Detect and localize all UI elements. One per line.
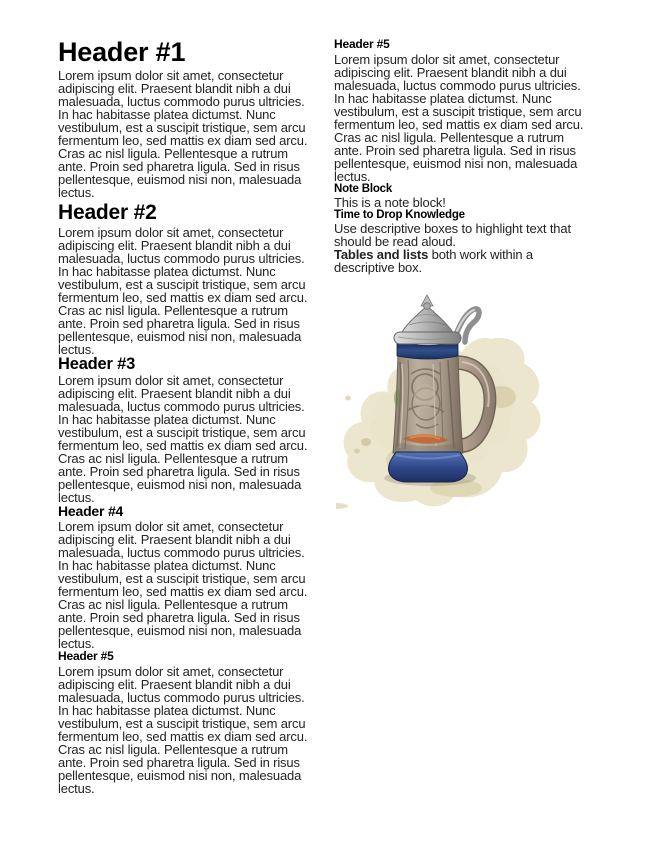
header-4: Header #4 bbox=[58, 503, 124, 519]
header-5-left: Header #5 bbox=[58, 649, 114, 663]
left-column bbox=[58, 38, 312, 795]
note-block-text: This is a note block! bbox=[334, 195, 446, 210]
knowledge-bold-lead: Tables and lists bbox=[334, 247, 429, 262]
body-paragraph-6: Lorem ipsum dolor sit amet, consectetur adipiscing elit. Praesent blandit nibh a dui malesuada, luctus commodo purus ultricies. In hac habitasse platea dictumst. Nunc vestibulum, est a suscipit tristique, sem arcu fermentum leo, sed mattis ex diam sed arcu. Cras ac nisl ligula. Pellentesque a rutrum ante. Proin sed pharetra ligula. Sed in risus pellentesque, euismod nisi non, malesuada lectus. bbox=[334, 52, 584, 184]
stein-finial bbox=[421, 295, 433, 309]
body-paragraph-1: Lorem ipsum dolor sit amet, consectetur adipiscing elit. Praesent blandit nibh a dui malesuada, luctus commodo purus ultricies. In hac habitasse platea dictumst. Nunc vestibulum, est a suscipit tristique, sem arcu fermentum leo, sed mattis ex diam sed arcu. Cras ac nisl ligula. Pellentesque a rutrum ante. Proin sed pharetra ligula. Sed in risus pellentesque, euismod nisi non, malesuada lectus. bbox=[58, 68, 308, 200]
header-3: Header #3 bbox=[58, 355, 136, 373]
header-2: Header #2 bbox=[58, 201, 157, 224]
beer-stein-illustration bbox=[336, 292, 566, 514]
header-1: Header #1 bbox=[58, 37, 186, 67]
green-accent bbox=[394, 389, 402, 407]
stein-base bbox=[388, 452, 467, 482]
body-paragraph-3: Lorem ipsum dolor sit amet, consectetur adipiscing elit. Praesent blandit nibh a dui malesuada, luctus commodo purus ultricies. In hac habitasse platea dictumst. Nunc vestibulum, est a suscipit tristique, sem arcu fermentum leo, sed mattis ex diam sed arcu. Cras ac nisl ligula. Pellentesque a rutrum ante. Proin sed pharetra ligula. Sed in risus pellentesque, euismod nisi non, malesuada lectus. bbox=[58, 373, 308, 505]
knowledge-emphasis-line bbox=[334, 248, 588, 274]
stein-top-band bbox=[397, 342, 458, 359]
stein-body bbox=[393, 354, 463, 453]
body-paragraph-2: Lorem ipsum dolor sit amet, consectetur adipiscing elit. Praesent blandit nibh a dui malesuada, luctus commodo purus ultricies. In hac habitasse platea dictumst. Nunc vestibulum, est a suscipit tristique, sem arcu fermentum leo, sed mattis ex diam sed arcu. Cras ac nisl ligula. Pellentesque a rutrum ante. Proin sed pharetra ligula. Sed in risus pellentesque, euismod nisi non, malesuada lectus. bbox=[58, 225, 308, 357]
knowledge-emphasis-rest: both work within a descriptive box. bbox=[334, 247, 533, 275]
right-column bbox=[334, 38, 588, 274]
header-5-right: Header #5 bbox=[334, 37, 390, 51]
stein-lid bbox=[394, 295, 461, 344]
knowledge-heading: Time to Drop Knowledge bbox=[334, 209, 465, 221]
body-paragraph-4: Lorem ipsum dolor sit amet, consectetur adipiscing elit. Praesent blandit nibh a dui malesuada, luctus commodo purus ultricies. In hac habitasse platea dictumst. Nunc vestibulum, est a suscipit tristique, sem arcu fermentum leo, sed mattis ex diam sed arcu. Cras ac nisl ligula. Pellentesque a rutrum ante. Proin sed pharetra ligula. Sed in risus pellentesque, euismod nisi non, malesuada lectus. bbox=[58, 519, 308, 651]
note-block-heading: Note Block bbox=[334, 183, 393, 195]
body-paragraph-5: Lorem ipsum dolor sit amet, consectetur adipiscing elit. Praesent blandit nibh a dui malesuada, luctus commodo purus ultricies. In hac habitasse platea dictumst. Nunc vestibulum, est a suscipit tristique, sem arcu fermentum leo, sed mattis ex diam sed arcu. Cras ac nisl ligula. Pellentesque a rutrum ante. Proin sed pharetra ligula. Sed in risus pellentesque, euismod nisi non, malesuada lectus. bbox=[58, 664, 308, 796]
knowledge-text: Use descriptive boxes to highlight text that should be read aloud. bbox=[334, 221, 571, 249]
